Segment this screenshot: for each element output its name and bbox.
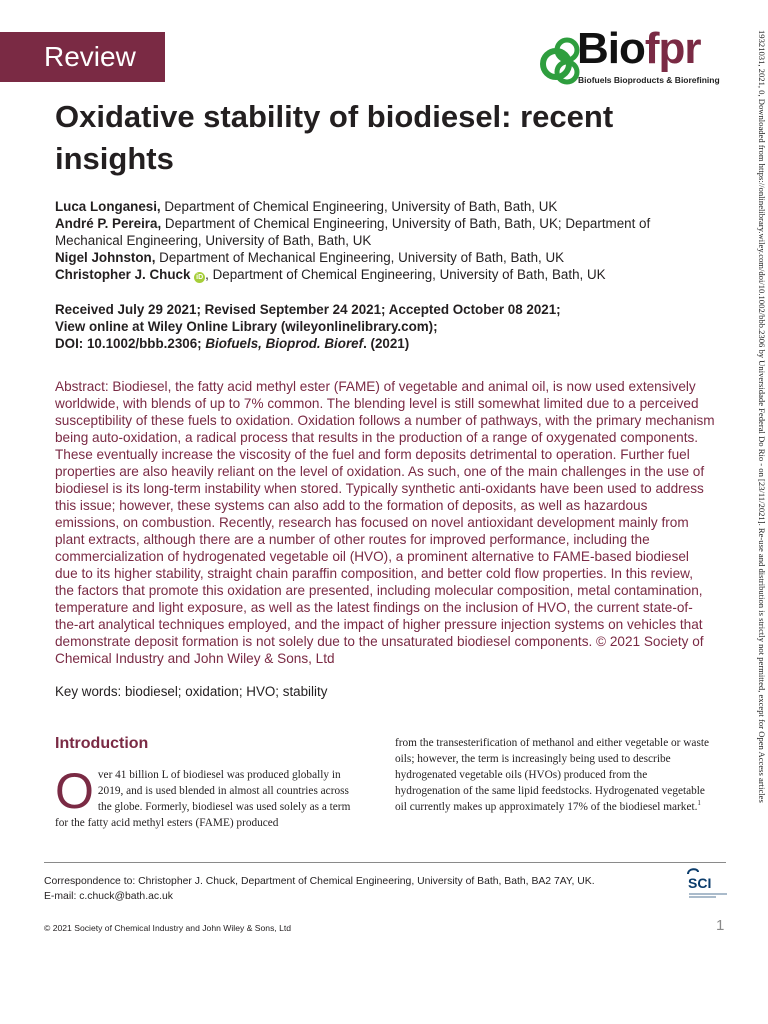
body-column-right bbox=[395, 735, 715, 815]
introduction-heading: Introduction bbox=[55, 735, 149, 752]
author-affiliation: Department of Chemical Engineering, University of Bath, Bath, UK bbox=[160, 199, 558, 214]
journal-logo-subtitle: Biofuels Bioproducts & Biorefining bbox=[578, 75, 720, 85]
received-dates: Received July 29 2021; Revised September 24 2021; Accepted October 08 2021; bbox=[55, 302, 561, 317]
author-name: Nigel Johnston, bbox=[55, 250, 156, 265]
doi-link[interactable]: DOI: 10.1002/bbb.2306; bbox=[55, 336, 206, 351]
intro-paragraph-start: ver 41 billion L of biodiesel was produced globally in 2019, and is used blended in almost all countries across the globe. Formerly, biodiesel was used solely as a term for the fatty acid methyl esters (FAME) produced bbox=[55, 769, 351, 829]
doi-line bbox=[55, 335, 715, 352]
author-entry bbox=[55, 198, 715, 215]
author-name: Luca Longanesi, bbox=[55, 199, 161, 214]
author-affiliation: , Department of Chemical Engineering, University of Bath, Bath, UK bbox=[205, 267, 606, 282]
sci-logo-tagline bbox=[689, 893, 727, 898]
author-name: André P. Pereira, bbox=[55, 216, 162, 231]
correspondence-note bbox=[44, 874, 664, 904]
author-list bbox=[55, 198, 715, 283]
biofpr-logo-icon bbox=[540, 32, 580, 88]
keywords: Key words: biodiesel; oxidation; HVO; stability bbox=[55, 684, 328, 699]
author-entry bbox=[55, 266, 715, 283]
author-affiliation: Department of Chemical Engineering, University of Bath, Bath, UK; Department of Mechanical Engineering, University of Bath, Bath, UK bbox=[55, 216, 651, 248]
journal-logo[interactable] bbox=[540, 24, 732, 90]
author-entry bbox=[55, 215, 715, 249]
author-affiliation: Department of Mechanical Engineering, University of Bath, Bath, UK bbox=[155, 250, 565, 265]
journal-logo-word: Biofpr bbox=[577, 24, 701, 73]
online-library-link[interactable]: View online at Wiley Online Library (wileyonlinelibrary.com); bbox=[55, 319, 438, 334]
intro-paragraph-continued: from the transesterification of methanol and either vegetable or waste oils; however, the term is increasingly being used to describe hydrogenated vegetable oils (HVOs) produced from the hydrogenation of the same lipid feedstocks. Hydrogenated vegetable oil currently makes up approximately 17% of the biodiesel market. bbox=[395, 737, 709, 813]
article-title: Oxidative stability of biodiesel: recent insights bbox=[55, 99, 614, 176]
journal-name: Biofuels, Bioprod. Bioref bbox=[205, 336, 364, 351]
reference-marker[interactable]: 1 bbox=[697, 799, 701, 808]
doi-year: . (2021) bbox=[363, 336, 410, 351]
author-name: Christopher J. Chuck bbox=[55, 267, 191, 282]
orcid-icon[interactable]: iD bbox=[196, 274, 204, 281]
sci-logo-text: SCI bbox=[688, 875, 712, 891]
footer-divider bbox=[44, 862, 726, 863]
author-entry bbox=[55, 249, 715, 266]
copyright-notice: © 2021 Society of Chemical Industry and John Wiley & Sons, Ltd bbox=[44, 923, 292, 933]
download-notice: 19321031, 2021, 0, Downloaded from https://onlinelibrary.wiley.com/doi/10.1002/bbb.2306 by Universidade Federal Do Rio - on [23/11/2021]. Re-use and distribution is strictly not permitted, except for Open Access articles bbox=[757, 30, 767, 803]
page-number: 1 bbox=[716, 917, 725, 934]
body-column-left bbox=[55, 763, 355, 831]
section-label: Review bbox=[0, 32, 165, 82]
sci-logo bbox=[684, 866, 728, 904]
correspondence-address: Correspondence to: Christopher J. Chuck, Department of Chemical Engineering, University of Bath, Bath, BA2 7AY, UK. bbox=[44, 876, 595, 887]
correspondence-email[interactable]: E-mail: c.chuck@bath.ac.uk bbox=[44, 891, 173, 902]
publication-dates bbox=[55, 301, 715, 352]
abstract: Abstract: Biodiesel, the fatty acid methyl ester (FAME) of vegetable and animal oil, is now used extensively worldwide, with blends of up to 7% common. The blending level is still somewhat limited due to a perceived susceptibility of these fuels to oxidation. Oxidation follows a number of pathways, with the primary mechanism being auto-oxidation, a radical process that results in the production of a range of oxygenated components. These eventually increase the viscosity of the fuel and form deposits detrimental to operation. Further fuel properties are also heavily reliant on the level of oxidation. As such, one of the main challenges in the use of biodiesel is its long-term instability when stored. Typically synthetic anti-oxidants have been used to address this issue; however, these systems can also add to the formation of deposits, as well as hazardous emissions, on combustion. Recently, research has focused on novel antioxidant development mainly from plant extracts, although there are a number of other routes for improved performance, including the commercialization of hydrogenated vegetable oil (HVO), a prominent alternative to FAME-based biodiesel due to its higher stability, straight chain paraffin composition, and better cold flow properties. In this review, the factors that promote this oxidation are presented, including molecular composition, metal contamination, temperature and light exposure, as well as the latest findings on the inclusion of HVO, the current state-of-the-art analytical techniques employed, and the impact of higher pressure injection systems on vehicles that demonstrate deposit formation is not solely due to the unsaturated biodiesel components. © 2021 Society of Chemical Industry and John Wiley & Sons, Ltd bbox=[55, 379, 715, 666]
drop-cap: O bbox=[55, 763, 94, 819]
